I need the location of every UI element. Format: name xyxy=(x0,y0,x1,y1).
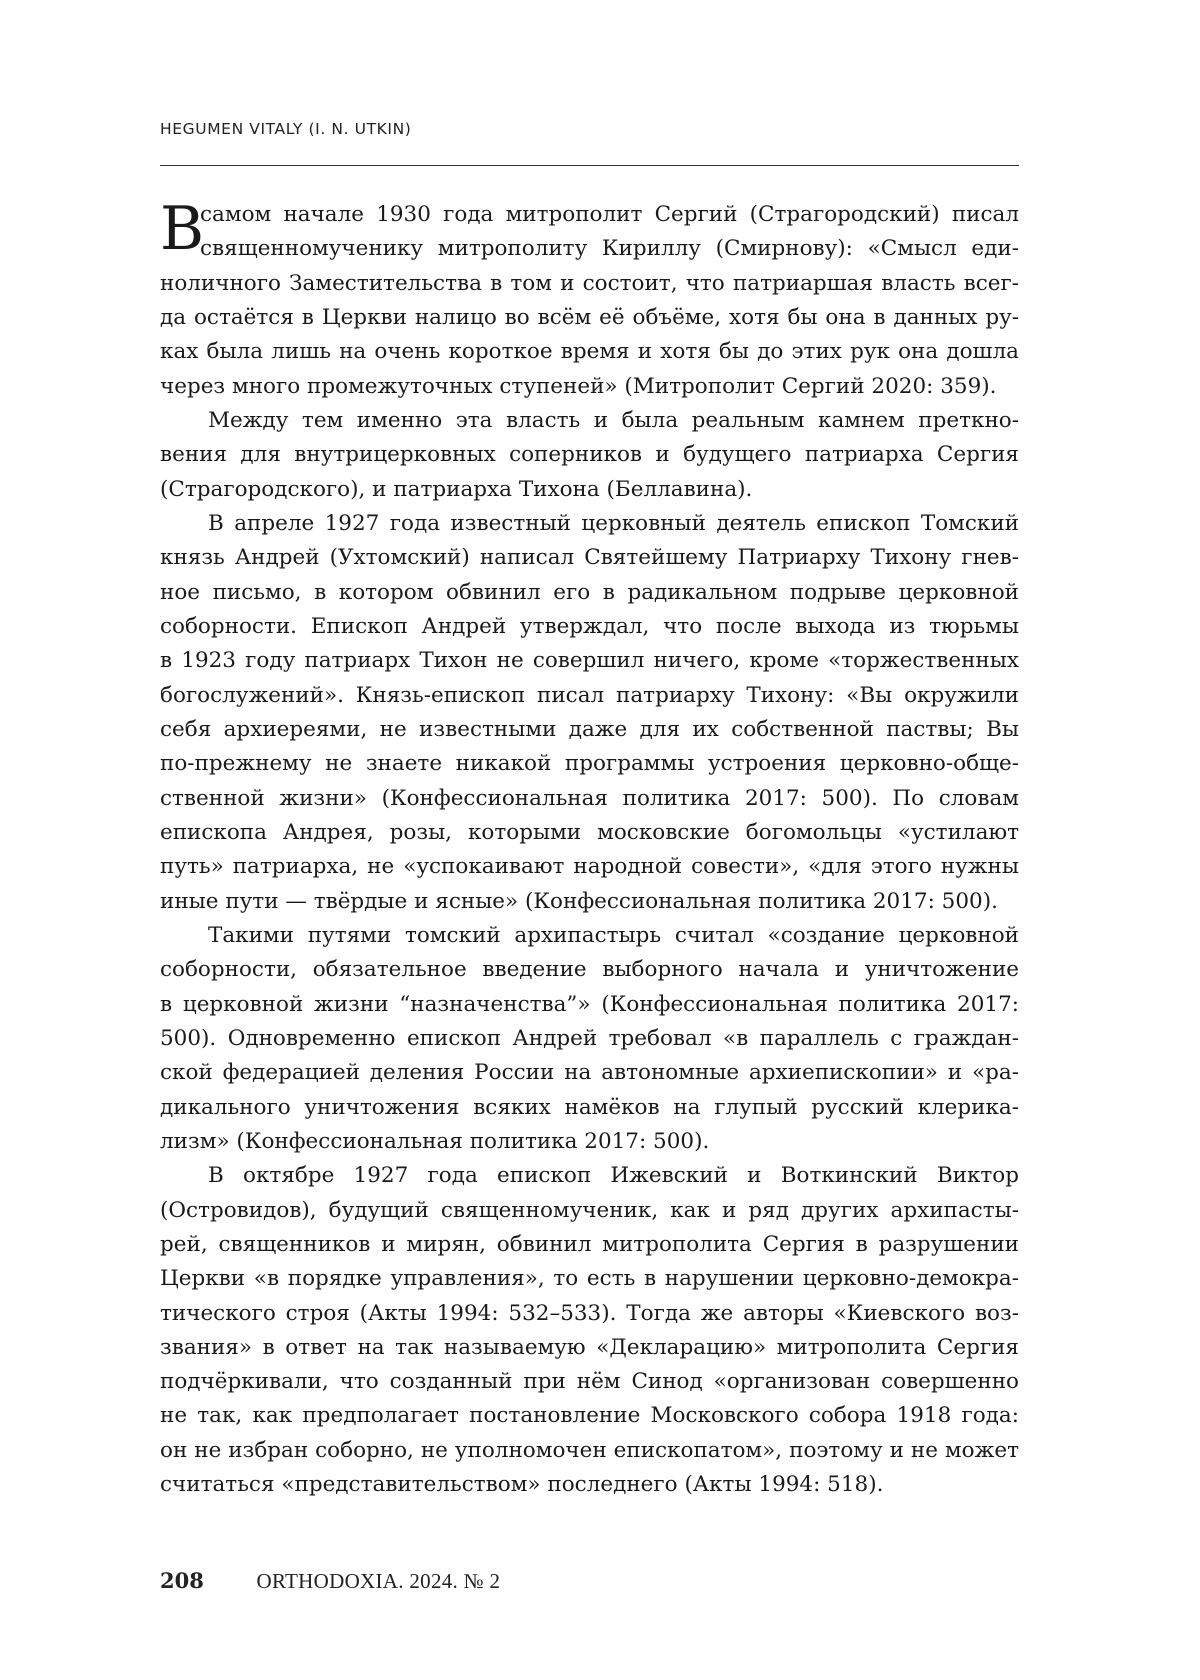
text-line: считаться «представительством» последнего (Акты 1994: 518). xyxy=(160,1472,884,1498)
text-line: через много промежуточных ступеней» (Митрополит Сергий 2020: 359). xyxy=(160,373,997,399)
text-line: Между тем именно эта власть и была реальным камнем преткно- xyxy=(208,407,1019,433)
text-line: соборности. Епископ Андрей утверждал, что после выхода из тюрьмы xyxy=(160,613,1019,639)
text-line: в 1923 году патриарх Тихон не совершил ничего, кроме «торжественных xyxy=(160,648,1019,674)
text-line: вения для внутрицерковных соперников и будущего патриарха Сергия xyxy=(160,442,1019,468)
text-line: дикального уничтожения всяких намёков на глупый русский клерика- xyxy=(160,1094,1019,1120)
text-line: богослужений». Князь-епископ писал патриарху Тихону: «Вы окружили xyxy=(160,682,1019,708)
body-text xyxy=(160,194,1019,1502)
text-line: по-прежнему не знаете никакой программы устроения церковно-обще- xyxy=(160,751,1019,777)
text-line: лизм» (Конфессиональная политика 2017: 500). xyxy=(160,1128,710,1154)
journal-title: ORTHODOXIA. 2024. № 2 xyxy=(256,1569,501,1593)
text-line: да остаётся в Церкви налицо во всём её объёме, хотя бы она в данных ру- xyxy=(160,304,1019,330)
text-line: звания» в ответ на так называемую «Декларацию» митрополита Сергия xyxy=(160,1334,1019,1360)
text-line: рей, священников и мирян, обвинил митрополита Сергия в разрушении xyxy=(160,1231,1019,1257)
header-rule xyxy=(160,165,1019,166)
text-line: он не избран соборно, не уполномочен епископатом», поэтому и не может xyxy=(160,1437,1019,1463)
text-line: священномученику митрополиту Кириллу (Смирнову): «Смысл еди- xyxy=(200,236,1019,262)
text-line: епископа Андрея, розы, которыми московские богомольцы «устилают xyxy=(160,819,1019,845)
text-line: В октябре 1927 года епископ Ижевский и Воткинский Виктор xyxy=(208,1163,1019,1189)
text-line: князь Андрей (Ухтомский) написал Святейшему Патриарху Тихону гнев- xyxy=(160,545,1019,571)
text-line: Церкви «в порядке управления», то есть в нарушении церковно-демокра- xyxy=(160,1266,1019,1292)
text-line: (Страгородского), и патриарха Тихона (Беллавина). xyxy=(160,476,753,502)
text-line: самом начале 1930 года митрополит Сергий (Страгородский) писал xyxy=(200,202,1019,227)
text-line: подчёркивали, что созданный при нём Синод «организован совершенно xyxy=(160,1369,1019,1395)
text-line: не так, как предполагает постановление Московского собора 1918 года: xyxy=(160,1403,1019,1429)
text-line: в церковной жизни “назначенства”» (Конфессиональная политика 2017: xyxy=(160,991,1019,1017)
text-line: иные пути — твёрдые и ясные» (Конфессиональная политика 2017: 500). xyxy=(160,888,998,914)
text-line: ской федерацией деления России на автономные архиепископии» и «ра- xyxy=(160,1060,1019,1086)
text-line: Такими путями томский архипастырь считал «создание церковной xyxy=(208,922,1019,948)
page-number: 208 xyxy=(160,1568,204,1593)
page-footer xyxy=(160,1566,500,1596)
text-line: (Островидов), будущий священномученик, как и ряд других архипасты- xyxy=(160,1197,1019,1223)
text-line: ственной жизни» (Конфессиональная политика 2017: 500). По словам xyxy=(160,785,1019,811)
text-line: В апреле 1927 года известный церковный деятель епископ Томский xyxy=(208,510,1019,536)
text-line: путь» патриарха, не «успокаивают народной совести», «для этого нужны xyxy=(160,854,1019,880)
text-line: ках была лишь на очень короткое время и хотя бы до этих рук она дошла xyxy=(160,339,1019,365)
text-line: ное письмо, в котором обвинил его в радикальном подрыве церковной xyxy=(160,579,1019,605)
text-line: тического строя (Акты 1994: 532–533). Тогда же авторы «Киевского воз- xyxy=(160,1300,1019,1326)
text-line: себя архиереями, не известными даже для их собственной паствы; Вы xyxy=(160,716,1019,742)
text-line: соборности, обязательное введение выборного начала и уничтожение xyxy=(160,957,1019,983)
text-line: 500). Одновременно епископ Андрей требовал «в параллель с граждан- xyxy=(160,1025,1019,1051)
text-line: ноличного Заместительства в том и состоит, что патриаршая власть всег- xyxy=(160,270,1019,296)
running-head: HEGUMEN VITALY (I. N. UTKIN) xyxy=(160,120,412,138)
drop-cap: В xyxy=(160,194,205,264)
